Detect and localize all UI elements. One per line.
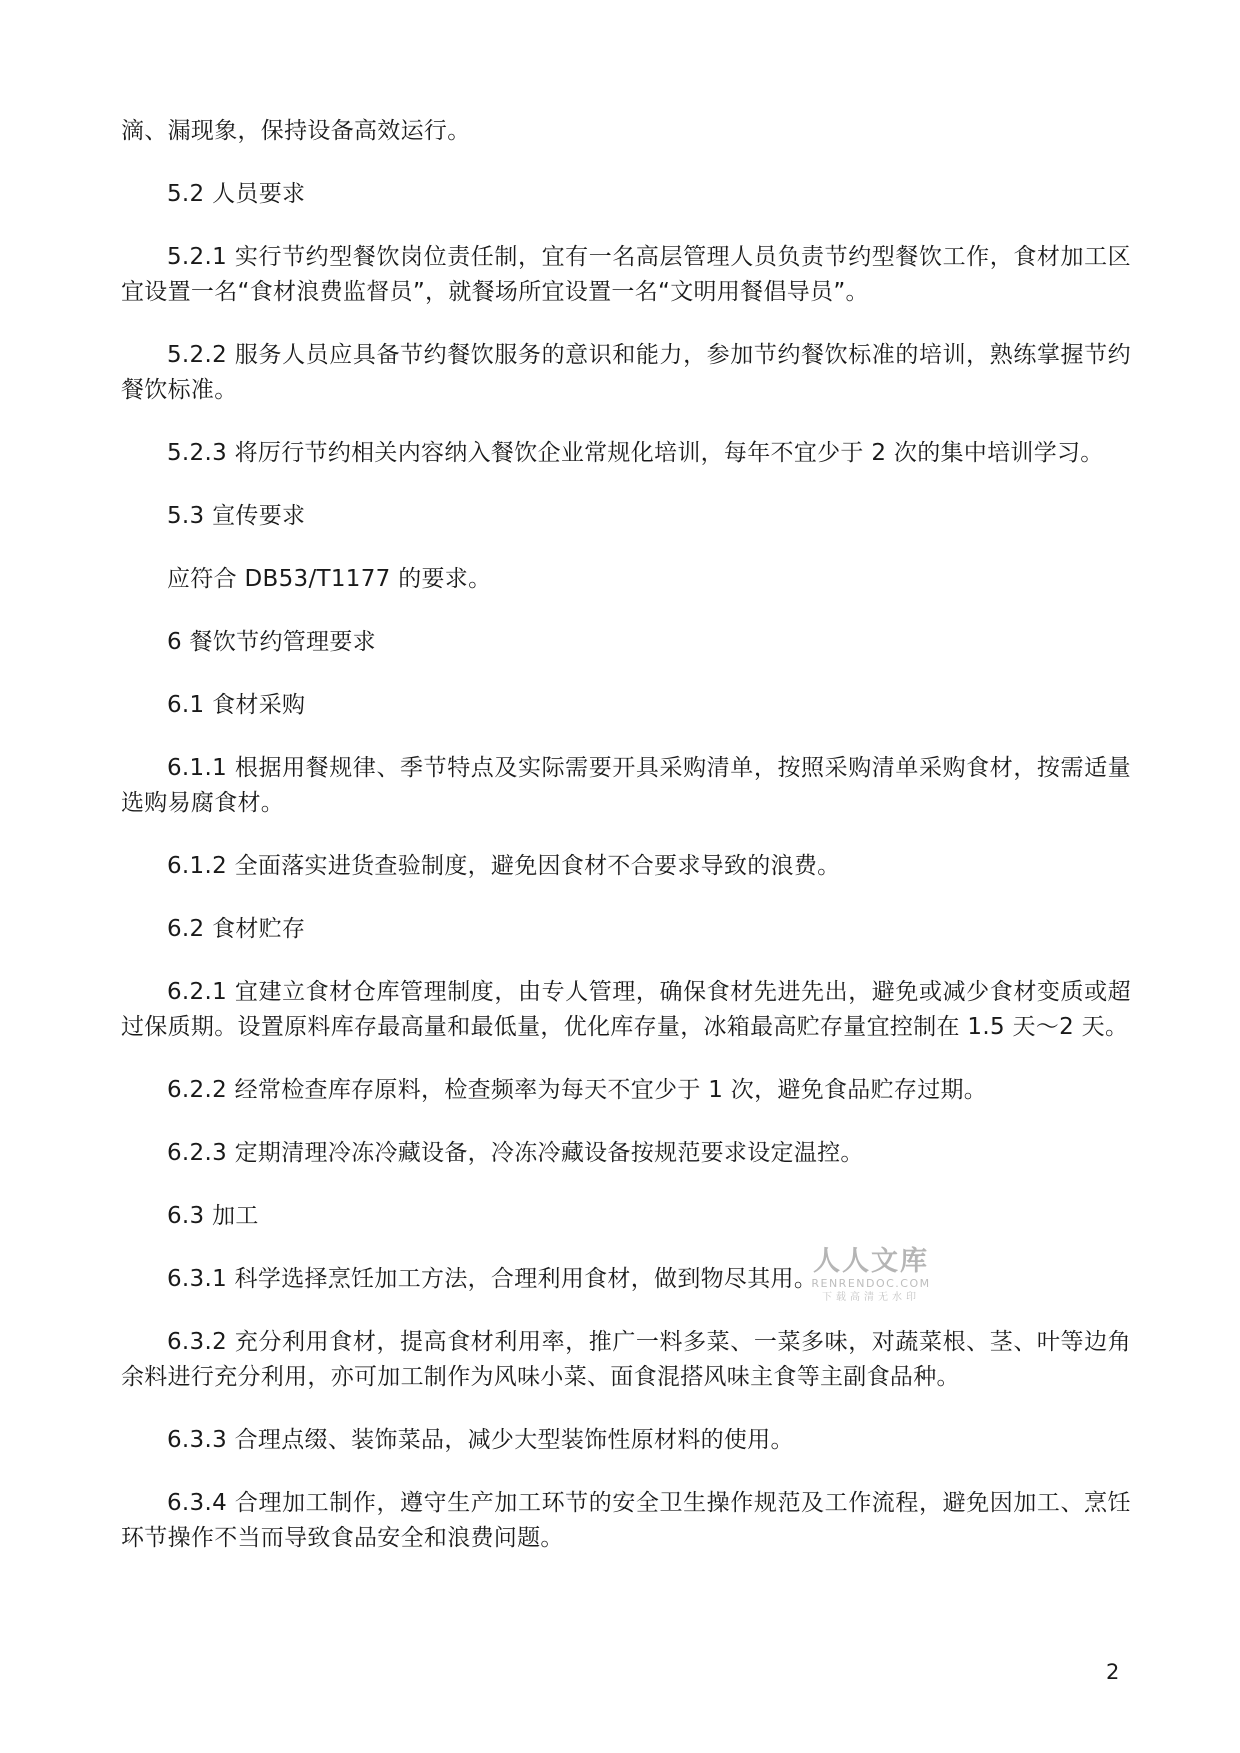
chapter-heading-6: 6 餐饮节约管理要求 (167, 629, 376, 655)
document-body (121, 114, 1131, 1584)
clause-5-2-2: 5.2.2 服务人员应具备节约餐饮服务的意识和能力，参加节约餐饮标准的培训，熟练掌握节约餐饮标准。 (121, 342, 1131, 403)
section-heading-6-3: 6.3 加工 (167, 1203, 259, 1229)
clause-6-1-2: 6.1.2 全面落实进货查验制度，避免因食材不合要求导致的浪费。 (167, 853, 841, 879)
clause-6-3-4: 6.3.4 合理加工制作，遵守生产加工环节的安全卫生操作规范及工作流程，避免因加工、烹饪环节操作不当而导致食品安全和浪费问题。 (121, 1490, 1131, 1551)
clause-6-2-3: 6.2.3 定期清理冷冻冷藏设备，冷冻冷藏设备按规范要求设定温控。 (167, 1140, 864, 1166)
page-number: 2 (1106, 1660, 1120, 1684)
clause-6-2-1: 6.2.1 宜建立食材仓库管理制度，由专人管理，确保食材先进先出，避免或减少食材变质或超过保质期。设置原料库存最高量和最低量，优化库存量，冰箱最高贮存量宜控制在 1.5 天～2 天。 (121, 979, 1131, 1040)
watermark-domain: RENRENDOC.COM (811, 1277, 931, 1290)
section-heading-6-1: 6.1 食材采购 (167, 692, 306, 718)
watermark-title: 人人文库 (813, 1246, 929, 1277)
section-heading-5-2: 5.2 人员要求 (167, 181, 306, 207)
clause-6-3-1: 6.3.1 科学选择烹饪加工方法，合理利用食材，做到物尽其用。 (167, 1266, 818, 1292)
clause-6-3-2: 6.3.2 充分利用食材，提高食材利用率，推广一料多菜、一菜多味，对蔬菜根、茎、叶等边角余料进行充分利用，亦可加工制作为风味小菜、面食混搭风味主食等主副食品种。 (121, 1329, 1131, 1390)
clause-5-2-3: 5.2.3 将厉行节约相关内容纳入餐饮企业常规化培训，每年不宜少于 2 次的集中培训学习。 (167, 440, 1104, 466)
section-heading-6-2: 6.2 食材贮存 (167, 916, 306, 942)
section-heading-5-3: 5.3 宣传要求 (167, 503, 306, 529)
clause-6-2-2: 6.2.2 经常检查库存原料，检查频率为每天不宜少于 1 次，避免食品贮存过期。 (167, 1077, 988, 1103)
clause-5-2-1: 5.2.1 实行节约型餐饮岗位责任制，宜有一名高层管理人员负责节约型餐饮工作，食材加工区宜设置一名“食材浪费监督员”，就餐场所宜设置一名“文明用餐倡导员”。 (121, 244, 1131, 305)
clause-6-1-1: 6.1.1 根据用餐规律、季节特点及实际需要开具采购清单，按照采购清单采购食材，按需适量选购易腐食材。 (121, 755, 1131, 816)
watermark-subtitle: 下载高清无水印 (822, 1292, 920, 1303)
clause-5-3-body: 应符合 DB53/T1177 的要求。 (167, 566, 492, 592)
paragraph-continuation: 滴、漏现象，保持设备高效运行。 (121, 118, 471, 144)
watermark-logo (806, 1247, 936, 1304)
clause-6-3-3: 6.3.3 合理点缀、装饰菜品，减少大型装饰性原材料的使用。 (167, 1427, 794, 1453)
